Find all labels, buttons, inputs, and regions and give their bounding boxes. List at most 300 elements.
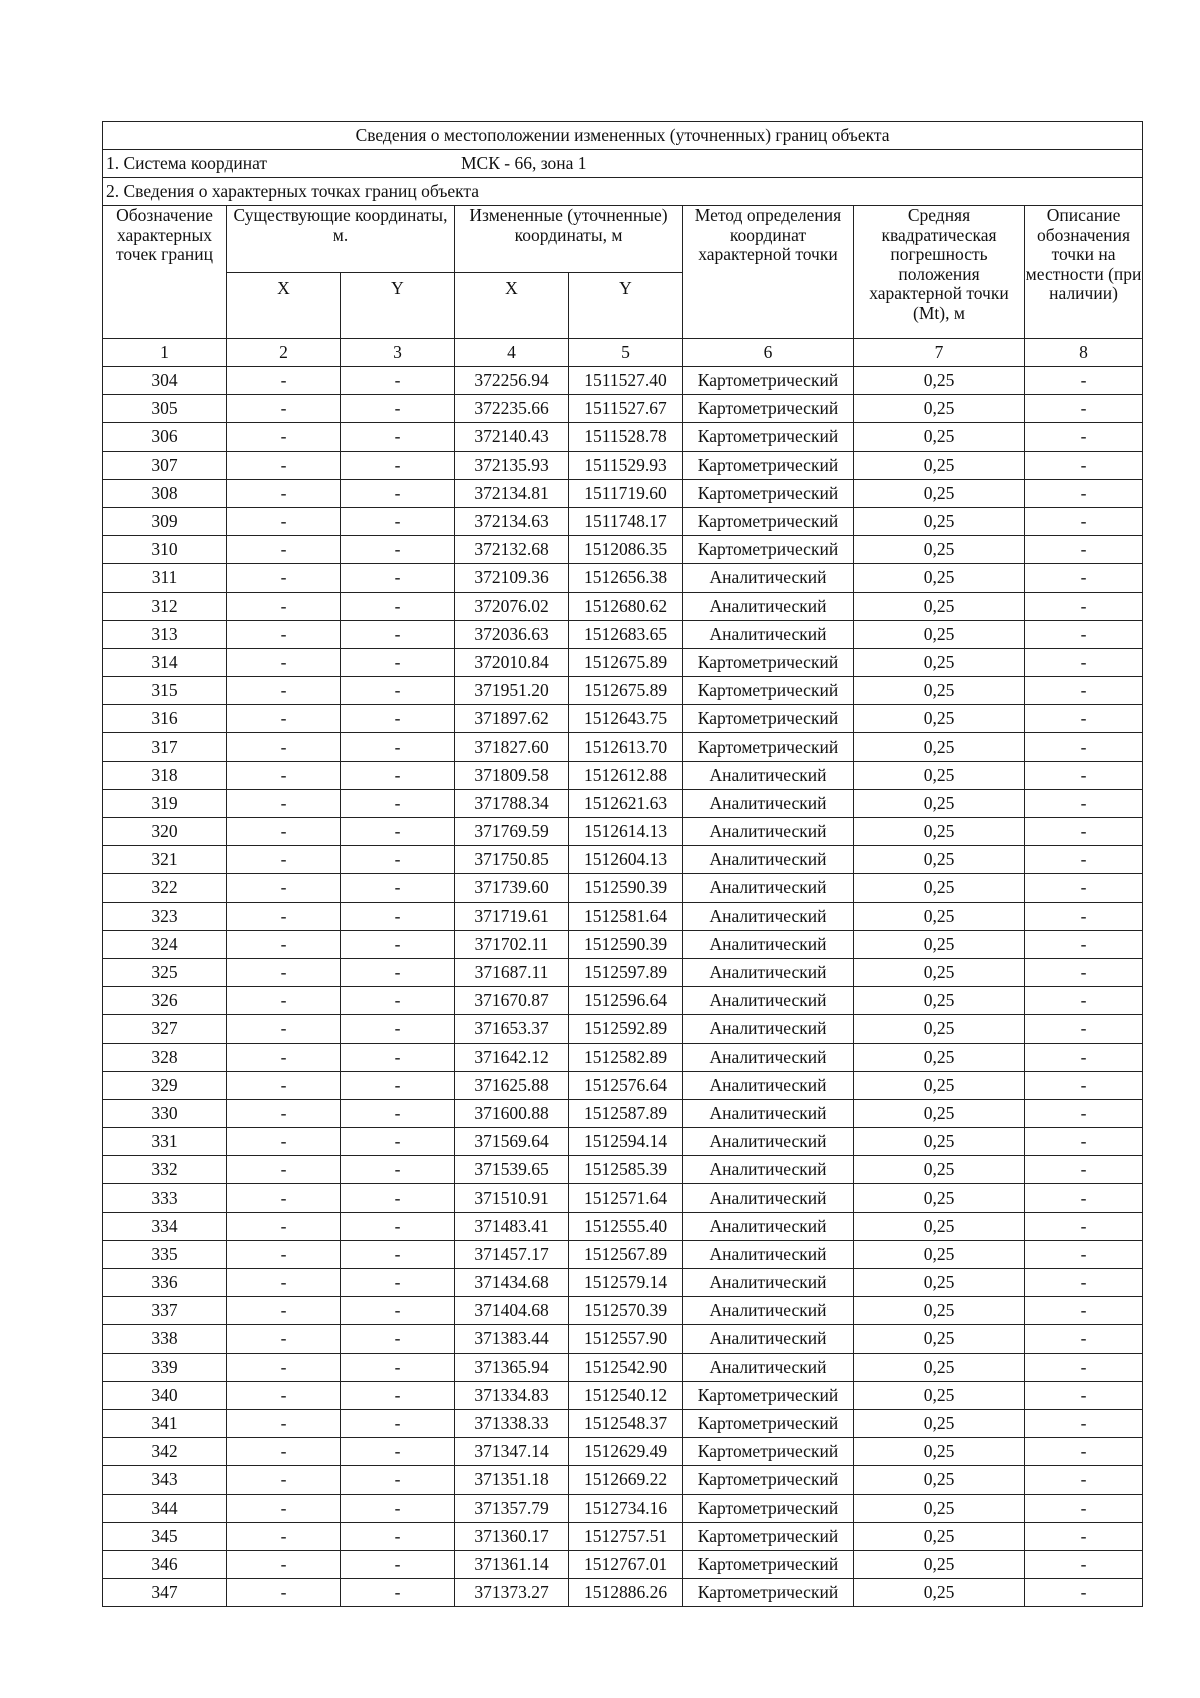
cell-point-number: 325 [103, 958, 227, 986]
cell-changed-x: 371827.60 [455, 733, 569, 761]
cell-rms-error: 0,25 [854, 761, 1025, 789]
cell-rms-error: 0,25 [854, 902, 1025, 930]
cell-existing-y: - [341, 789, 455, 817]
table-row [103, 367, 1143, 395]
table-row [103, 1353, 1143, 1381]
cell-description: - [1025, 1269, 1143, 1297]
cell-changed-y: 1512675.89 [569, 648, 683, 676]
cell-existing-x: - [227, 1466, 341, 1494]
cell-method: Аналитический [683, 761, 854, 789]
cell-description: - [1025, 507, 1143, 535]
cell-description: - [1025, 1015, 1143, 1043]
cell-changed-x: 371897.62 [455, 705, 569, 733]
cell-changed-x: 372076.02 [455, 592, 569, 620]
cell-changed-y: 1512643.75 [569, 705, 683, 733]
cell-rms-error: 0,25 [854, 367, 1025, 395]
table-row [103, 1240, 1143, 1268]
cell-changed-y: 1512587.89 [569, 1099, 683, 1127]
table-row [103, 536, 1143, 564]
cell-point-number: 339 [103, 1353, 227, 1381]
cell-rms-error: 0,25 [854, 479, 1025, 507]
column-number: 6 [683, 339, 854, 367]
cell-method: Картометрический [683, 733, 854, 761]
cell-point-number: 322 [103, 874, 227, 902]
cell-existing-y: - [341, 1409, 455, 1437]
cell-changed-y: 1512613.70 [569, 733, 683, 761]
cell-existing-y: - [341, 1184, 455, 1212]
cell-changed-x: 372036.63 [455, 620, 569, 648]
cell-existing-y: - [341, 1212, 455, 1240]
cell-method: Картометрический [683, 1522, 854, 1550]
cell-changed-x: 372134.81 [455, 479, 569, 507]
cell-method: Аналитический [683, 1353, 854, 1381]
cell-description: - [1025, 1212, 1143, 1240]
cell-existing-x: - [227, 958, 341, 986]
table-row [103, 564, 1143, 592]
cell-changed-y: 1512886.26 [569, 1579, 683, 1607]
cell-description: - [1025, 1494, 1143, 1522]
cell-description: - [1025, 1184, 1143, 1212]
cell-existing-x: - [227, 1438, 341, 1466]
cell-existing-x: - [227, 1353, 341, 1381]
column-number: 5 [569, 339, 683, 367]
cell-description: - [1025, 761, 1143, 789]
table-row [103, 677, 1143, 705]
cell-changed-x: 372010.84 [455, 648, 569, 676]
cell-changed-y: 1512594.14 [569, 1128, 683, 1156]
cell-description: - [1025, 1297, 1143, 1325]
cell-changed-y: 1512675.89 [569, 677, 683, 705]
cell-description: - [1025, 479, 1143, 507]
cell-changed-y: 1512548.37 [569, 1409, 683, 1437]
cell-description: - [1025, 705, 1143, 733]
cell-method: Аналитический [683, 789, 854, 817]
cell-point-number: 328 [103, 1043, 227, 1071]
cell-rms-error: 0,25 [854, 958, 1025, 986]
cell-rms-error: 0,25 [854, 1466, 1025, 1494]
cell-point-number: 341 [103, 1409, 227, 1437]
cell-point-number: 323 [103, 902, 227, 930]
cell-rms-error: 0,25 [854, 1579, 1025, 1607]
cell-existing-y: - [341, 1325, 455, 1353]
cell-rms-error: 0,25 [854, 451, 1025, 479]
cell-changed-x: 371347.14 [455, 1438, 569, 1466]
cell-method: Аналитический [683, 592, 854, 620]
cell-point-number: 342 [103, 1438, 227, 1466]
cell-existing-x: - [227, 1128, 341, 1156]
cell-changed-y: 1512582.89 [569, 1043, 683, 1071]
cell-existing-y: - [341, 479, 455, 507]
cell-rms-error: 0,25 [854, 1156, 1025, 1184]
table-row [103, 1099, 1143, 1127]
section-title: 2. Сведения о характерных точках границ объекта [103, 178, 1143, 206]
cell-changed-x: 371670.87 [455, 987, 569, 1015]
cell-changed-y: 1512590.39 [569, 930, 683, 958]
cell-changed-y: 1512596.64 [569, 987, 683, 1015]
cell-rms-error: 0,25 [854, 1099, 1025, 1127]
cell-method: Картометрический [683, 395, 854, 423]
table-row [103, 987, 1143, 1015]
table-row [103, 479, 1143, 507]
cell-point-number: 310 [103, 536, 227, 564]
cell-method: Аналитический [683, 987, 854, 1015]
cell-changed-x: 371338.33 [455, 1409, 569, 1437]
table-row [103, 423, 1143, 451]
cell-existing-x: - [227, 677, 341, 705]
cell-existing-y: - [341, 1015, 455, 1043]
cell-existing-y: - [341, 1071, 455, 1099]
table-row [103, 1212, 1143, 1240]
cell-method: Аналитический [683, 1071, 854, 1099]
cell-existing-y: - [341, 1297, 455, 1325]
table-row [103, 648, 1143, 676]
table-row [103, 846, 1143, 874]
cell-existing-y: - [341, 902, 455, 930]
cell-changed-y: 1512579.14 [569, 1269, 683, 1297]
cell-point-number: 321 [103, 846, 227, 874]
table-row [103, 818, 1143, 846]
cell-method: Картометрический [683, 705, 854, 733]
cell-point-number: 309 [103, 507, 227, 535]
cell-point-number: 304 [103, 367, 227, 395]
table-row [103, 1381, 1143, 1409]
cell-changed-y: 1512581.64 [569, 902, 683, 930]
cell-rms-error: 0,25 [854, 1269, 1025, 1297]
cell-method: Аналитический [683, 1128, 854, 1156]
cell-existing-y: - [341, 1156, 455, 1184]
cell-changed-y: 1511527.40 [569, 367, 683, 395]
cell-changed-y: 1512757.51 [569, 1522, 683, 1550]
cell-rms-error: 0,25 [854, 1071, 1025, 1099]
cell-existing-y: - [341, 564, 455, 592]
cell-existing-y: - [341, 451, 455, 479]
cell-point-number: 332 [103, 1156, 227, 1184]
cell-description: - [1025, 536, 1143, 564]
cell-changed-x: 371365.94 [455, 1353, 569, 1381]
table-row [103, 1128, 1143, 1156]
table-row [103, 789, 1143, 817]
cell-changed-x: 371510.91 [455, 1184, 569, 1212]
table-row [103, 1494, 1143, 1522]
header-existing-y: Y [341, 273, 455, 339]
cell-changed-x: 372132.68 [455, 536, 569, 564]
cell-changed-y: 1511719.60 [569, 479, 683, 507]
cell-description: - [1025, 1099, 1143, 1127]
cell-changed-y: 1512557.90 [569, 1325, 683, 1353]
cell-existing-y: - [341, 367, 455, 395]
cell-existing-y: - [341, 536, 455, 564]
cell-existing-x: - [227, 789, 341, 817]
table-row [103, 733, 1143, 761]
cell-description: - [1025, 846, 1143, 874]
cell-point-number: 312 [103, 592, 227, 620]
cell-existing-y: - [341, 987, 455, 1015]
cell-method: Аналитический [683, 818, 854, 846]
cell-existing-x: - [227, 620, 341, 648]
cell-changed-x: 371750.85 [455, 846, 569, 874]
cell-existing-x: - [227, 1212, 341, 1240]
cell-point-number: 305 [103, 395, 227, 423]
cell-point-number: 324 [103, 930, 227, 958]
header-changed-y: Y [569, 273, 683, 339]
column-number: 4 [455, 339, 569, 367]
header-changed-x: X [455, 273, 569, 339]
cell-changed-x: 371809.58 [455, 761, 569, 789]
table-row [103, 1522, 1143, 1550]
cell-existing-x: - [227, 818, 341, 846]
cell-rms-error: 0,25 [854, 1522, 1025, 1550]
cell-changed-y: 1512629.49 [569, 1438, 683, 1466]
table-row [103, 1297, 1143, 1325]
cell-description: - [1025, 423, 1143, 451]
cell-rms-error: 0,25 [854, 677, 1025, 705]
table-row [103, 1325, 1143, 1353]
cell-existing-x: - [227, 1043, 341, 1071]
cell-rms-error: 0,25 [854, 818, 1025, 846]
cell-changed-y: 1512767.01 [569, 1550, 683, 1578]
cell-changed-x: 371769.59 [455, 818, 569, 846]
cell-changed-x: 371334.83 [455, 1381, 569, 1409]
table-row [103, 1466, 1143, 1494]
cell-description: - [1025, 789, 1143, 817]
cell-changed-y: 1512540.12 [569, 1381, 683, 1409]
cell-description: - [1025, 1438, 1143, 1466]
cell-method: Картометрический [683, 1409, 854, 1437]
cell-description: - [1025, 1156, 1143, 1184]
cell-point-number: 316 [103, 705, 227, 733]
cell-rms-error: 0,25 [854, 423, 1025, 451]
cell-description: - [1025, 958, 1143, 986]
cell-description: - [1025, 1381, 1143, 1409]
table-row [103, 1438, 1143, 1466]
cell-point-number: 336 [103, 1269, 227, 1297]
cell-existing-y: - [341, 1353, 455, 1381]
cell-changed-y: 1511528.78 [569, 423, 683, 451]
cell-existing-x: - [227, 761, 341, 789]
table-row [103, 592, 1143, 620]
cell-changed-y: 1511527.67 [569, 395, 683, 423]
cell-changed-x: 371625.88 [455, 1071, 569, 1099]
table-row [103, 451, 1143, 479]
cell-existing-y: - [341, 677, 455, 705]
cell-description: - [1025, 1043, 1143, 1071]
cell-changed-x: 371719.61 [455, 902, 569, 930]
cell-point-number: 318 [103, 761, 227, 789]
table-row [103, 930, 1143, 958]
cell-existing-y: - [341, 958, 455, 986]
cell-point-number: 337 [103, 1297, 227, 1325]
cell-existing-y: - [341, 1550, 455, 1578]
cell-changed-x: 372256.94 [455, 367, 569, 395]
cell-changed-x: 371404.68 [455, 1297, 569, 1325]
cell-description: - [1025, 451, 1143, 479]
cell-existing-x: - [227, 1579, 341, 1607]
cell-changed-y: 1512590.39 [569, 874, 683, 902]
cell-existing-x: - [227, 1409, 341, 1437]
cell-method: Картометрический [683, 648, 854, 676]
cell-changed-y: 1512542.90 [569, 1353, 683, 1381]
cell-existing-y: - [341, 705, 455, 733]
cell-method: Аналитический [683, 958, 854, 986]
cell-rms-error: 0,25 [854, 564, 1025, 592]
cell-method: Картометрический [683, 536, 854, 564]
cell-changed-x: 371539.65 [455, 1156, 569, 1184]
coord-system-label: 1. Система координат [106, 153, 268, 173]
cell-changed-x: 372109.36 [455, 564, 569, 592]
cell-point-number: 334 [103, 1212, 227, 1240]
column-number: 3 [341, 339, 455, 367]
cell-changed-x: 372140.43 [455, 423, 569, 451]
cell-existing-x: - [227, 1269, 341, 1297]
cell-method: Аналитический [683, 1240, 854, 1268]
cell-rms-error: 0,25 [854, 733, 1025, 761]
cell-point-number: 340 [103, 1381, 227, 1409]
cell-method: Аналитический [683, 930, 854, 958]
cell-description: - [1025, 1409, 1143, 1437]
cell-rms-error: 0,25 [854, 395, 1025, 423]
cell-existing-x: - [227, 930, 341, 958]
cell-method: Картометрический [683, 507, 854, 535]
cell-changed-x: 371483.41 [455, 1212, 569, 1240]
cell-changed-y: 1512683.65 [569, 620, 683, 648]
table-row [103, 1071, 1143, 1099]
cell-existing-y: - [341, 930, 455, 958]
cell-point-number: 326 [103, 987, 227, 1015]
cell-point-number: 346 [103, 1550, 227, 1578]
cell-method: Аналитический [683, 1156, 854, 1184]
cell-existing-y: - [341, 620, 455, 648]
header-point-designation: Обозначение характерных точек границ [103, 206, 227, 339]
cell-changed-y: 1512621.63 [569, 789, 683, 817]
header-description: Описание обозначения точки на местности (при наличии) [1025, 206, 1143, 339]
cell-existing-x: - [227, 1015, 341, 1043]
cell-changed-y: 1512585.39 [569, 1156, 683, 1184]
cell-point-number: 315 [103, 677, 227, 705]
cell-rms-error: 0,25 [854, 620, 1025, 648]
cell-existing-y: - [341, 846, 455, 874]
column-number: 1 [103, 339, 227, 367]
coord-system-value: МСК - 66, зона 1 [461, 153, 587, 173]
header-changed-coords: Измененные (уточненные) координаты, м [455, 206, 683, 273]
cell-existing-y: - [341, 1381, 455, 1409]
cell-changed-x: 371434.68 [455, 1269, 569, 1297]
cell-rms-error: 0,25 [854, 1297, 1025, 1325]
cell-method: Аналитический [683, 1043, 854, 1071]
cell-existing-y: - [341, 395, 455, 423]
cell-description: - [1025, 1550, 1143, 1578]
cell-changed-y: 1512555.40 [569, 1212, 683, 1240]
cell-description: - [1025, 395, 1143, 423]
cell-rms-error: 0,25 [854, 1494, 1025, 1522]
cell-rms-error: 0,25 [854, 1015, 1025, 1043]
table-row [103, 958, 1143, 986]
cell-changed-y: 1512592.89 [569, 1015, 683, 1043]
cell-changed-x: 371457.17 [455, 1240, 569, 1268]
cell-existing-y: - [341, 874, 455, 902]
cell-method: Картометрический [683, 423, 854, 451]
cell-description: - [1025, 874, 1143, 902]
cell-existing-y: - [341, 648, 455, 676]
cell-description: - [1025, 987, 1143, 1015]
cell-method: Аналитический [683, 1325, 854, 1353]
cell-existing-x: - [227, 1325, 341, 1353]
cell-existing-y: - [341, 733, 455, 761]
cell-method: Картометрический [683, 1466, 854, 1494]
cell-rms-error: 0,25 [854, 592, 1025, 620]
cell-method: Картометрический [683, 451, 854, 479]
cell-description: - [1025, 677, 1143, 705]
table-row [103, 1156, 1143, 1184]
cell-description: - [1025, 1353, 1143, 1381]
cell-rms-error: 0,25 [854, 1184, 1025, 1212]
cell-point-number: 314 [103, 648, 227, 676]
cell-existing-x: - [227, 592, 341, 620]
cell-changed-x: 371361.14 [455, 1550, 569, 1578]
cell-description: - [1025, 733, 1143, 761]
cell-existing-y: - [341, 592, 455, 620]
cell-changed-y: 1512669.22 [569, 1466, 683, 1494]
cell-changed-x: 371360.17 [455, 1522, 569, 1550]
cell-rms-error: 0,25 [854, 987, 1025, 1015]
cell-existing-x: - [227, 1156, 341, 1184]
cell-existing-x: - [227, 1522, 341, 1550]
cell-rms-error: 0,25 [854, 1353, 1025, 1381]
cell-changed-y: 1511748.17 [569, 507, 683, 535]
cell-existing-x: - [227, 1550, 341, 1578]
cell-changed-y: 1512656.38 [569, 564, 683, 592]
cell-rms-error: 0,25 [854, 1550, 1025, 1578]
cell-existing-x: - [227, 902, 341, 930]
column-number: 2 [227, 339, 341, 367]
cell-method: Аналитический [683, 1099, 854, 1127]
cell-changed-y: 1512734.16 [569, 1494, 683, 1522]
cell-point-number: 319 [103, 789, 227, 817]
cell-changed-x: 371739.60 [455, 874, 569, 902]
cell-existing-y: - [341, 1269, 455, 1297]
cell-existing-y: - [341, 1128, 455, 1156]
cell-changed-y: 1512680.62 [569, 592, 683, 620]
cell-existing-y: - [341, 1438, 455, 1466]
cell-method: Картометрический [683, 1438, 854, 1466]
cell-method: Аналитический [683, 564, 854, 592]
table-row [103, 1409, 1143, 1437]
cell-existing-x: - [227, 705, 341, 733]
cell-changed-x: 372235.66 [455, 395, 569, 423]
cell-method: Аналитический [683, 874, 854, 902]
cell-changed-x: 371373.27 [455, 1579, 569, 1607]
cell-point-number: 330 [103, 1099, 227, 1127]
cell-description: - [1025, 1522, 1143, 1550]
boundary-points-table [102, 121, 1143, 1607]
cell-rms-error: 0,25 [854, 536, 1025, 564]
cell-method: Аналитический [683, 902, 854, 930]
cell-changed-x: 371600.88 [455, 1099, 569, 1127]
cell-point-number: 347 [103, 1579, 227, 1607]
cell-method: Картометрический [683, 1579, 854, 1607]
cell-point-number: 343 [103, 1466, 227, 1494]
cell-changed-x: 371357.79 [455, 1494, 569, 1522]
cell-rms-error: 0,25 [854, 874, 1025, 902]
cell-existing-x: - [227, 367, 341, 395]
cell-point-number: 317 [103, 733, 227, 761]
cell-method: Картометрический [683, 1381, 854, 1409]
cell-rms-error: 0,25 [854, 648, 1025, 676]
cell-existing-x: - [227, 1381, 341, 1409]
cell-description: - [1025, 648, 1143, 676]
cell-method: Картометрический [683, 367, 854, 395]
cell-rms-error: 0,25 [854, 1438, 1025, 1466]
cell-description: - [1025, 592, 1143, 620]
